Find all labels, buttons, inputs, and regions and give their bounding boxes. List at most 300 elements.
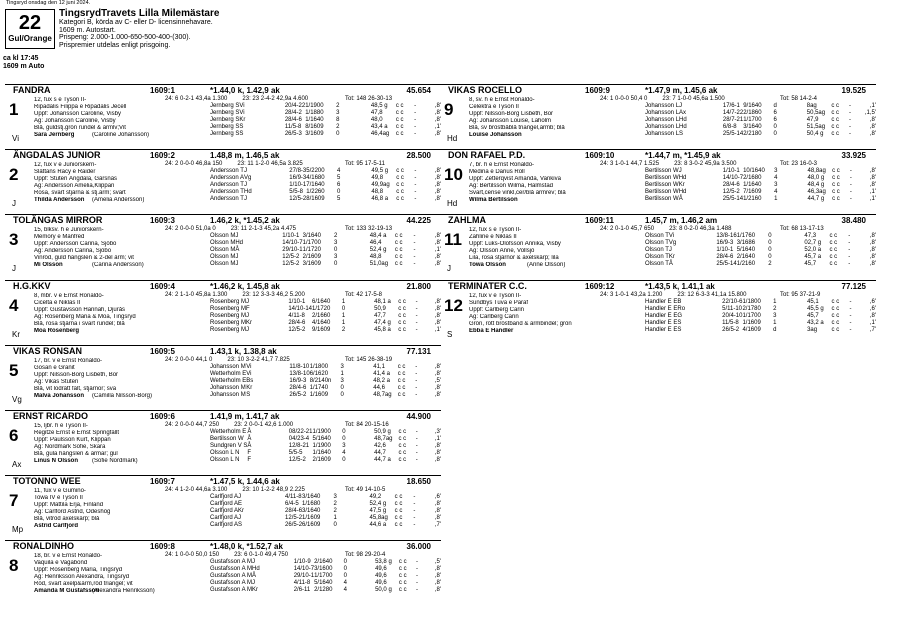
info-line: 12, fux v e Juniorskern- — [34, 162, 97, 169]
start-cell: Olsson M — [210, 233, 236, 240]
best-times: *1.47,5 k, 1.44,6 ak — [210, 477, 280, 487]
start-cell: - — [413, 501, 416, 508]
start-cell: Kr — [246, 384, 253, 391]
start-cell: c c — [829, 233, 838, 240]
start-number: 2 — [9, 165, 19, 185]
start-cell: 46,4 — [369, 240, 382, 247]
horse-card — [5, 540, 441, 608]
prize-money: 21.800 — [406, 281, 431, 291]
start-cell: 0 — [333, 522, 337, 529]
start-cell: 1/10-1 — [289, 182, 307, 189]
home-track: J — [12, 264, 16, 274]
start-cell: 29/10-1 — [282, 247, 303, 254]
start-cell: ,8' — [434, 305, 441, 312]
start-row — [210, 247, 441, 254]
best-times: 1.41,9 m, 1.41,7 ak — [210, 412, 280, 421]
driver-name: Towa Olsson — [469, 262, 506, 269]
start-cell: Rosenberg M — [210, 305, 247, 312]
start-cell: 52,0 a — [804, 247, 822, 254]
start-cell: Kr — [246, 319, 253, 326]
start-cell: ,8' — [434, 117, 441, 123]
start-cell: - — [415, 436, 418, 442]
info-line: Äg: Rosenberg Maria & Moa, Tingsryd — [34, 313, 136, 320]
start-cell: Jernberg S — [210, 110, 240, 116]
start-cell: 28/4-6 — [285, 508, 303, 515]
start-cell: ,8' — [434, 168, 441, 175]
home-track: Ax — [12, 460, 22, 469]
start-time-block — [3, 55, 44, 70]
start-cell: c c — [831, 131, 839, 137]
start-cell: S — [679, 131, 684, 137]
trainer-name: (Alexandra Henriksson) — [92, 588, 155, 595]
start-cell: 3/1640 — [743, 124, 762, 130]
start-row — [210, 168, 441, 175]
start-cell: Rosenberg M — [210, 312, 247, 319]
home-track: Vi — [12, 134, 19, 143]
trainer-name: (Caroline Johansson) — [92, 132, 150, 138]
start-cell: 3 — [333, 494, 337, 501]
start-number: 4 — [9, 295, 19, 315]
start-cell: ,1' — [434, 124, 441, 130]
start-cell: c c — [831, 326, 840, 333]
start-cell: ,8' — [434, 110, 441, 116]
start-cell: ,8' — [434, 240, 441, 247]
start-cell: Rosenberg M — [210, 326, 247, 333]
start-cell: - — [848, 261, 851, 268]
start-cell: ,8' — [869, 254, 876, 261]
start-row — [210, 371, 441, 378]
start-cell: Kr — [252, 587, 259, 594]
start-cell: 12/5-2 — [288, 457, 306, 463]
start-cell: 13/8-16 — [716, 233, 737, 240]
start-cell: Olsson T — [645, 254, 669, 261]
start-cell: - — [849, 168, 852, 175]
start-cell: 25/5-14 — [722, 131, 744, 137]
start-cell: - — [413, 494, 416, 501]
start-cell: ,1,5' — [864, 110, 876, 116]
info-line: 7, br. h e Ernst Ronaldo- — [469, 162, 535, 169]
start-cell: c c — [829, 240, 838, 247]
start-cell: 4/1609 — [742, 326, 761, 333]
start-cell: 50,9 g — [374, 429, 391, 435]
info-line: Äg: Johansson Louise, Laholm — [469, 118, 552, 124]
start-cell: Vi — [668, 233, 675, 240]
start-cell: 1/1640 — [743, 182, 762, 189]
driver-line — [34, 197, 209, 204]
start-cell: Hd — [678, 189, 687, 196]
start-cell: 12/5-2 — [282, 254, 300, 261]
start-cell: 1/1609 — [742, 319, 761, 326]
horse-info — [469, 97, 644, 139]
start-cell: 53,8 g — [375, 559, 392, 566]
start-cell: - — [849, 326, 852, 333]
start-cell: 1/1609 — [309, 391, 329, 398]
recent-starts — [645, 103, 876, 138]
start-cell: c c — [397, 377, 406, 384]
start-cell: B — [677, 298, 682, 305]
start-cell: Johansson L — [645, 124, 680, 130]
horse-card — [5, 280, 441, 348]
start-cell: - — [414, 189, 417, 196]
start-cell: S — [238, 522, 243, 529]
start-cell: Gustafsson A M — [210, 566, 253, 573]
start-cell: 0 — [336, 131, 340, 137]
start-cell: 1/1800 — [742, 298, 761, 305]
start-cell: 3/1609 — [305, 131, 324, 137]
start-cell: 45,8 a — [374, 326, 391, 333]
stats-2024: 24: 2 0-0-0 44,1 0 — [165, 356, 213, 363]
home-track: Kr — [12, 329, 20, 339]
start-cell: 28/4-2 — [284, 110, 302, 116]
start-cell: 2 — [333, 233, 338, 240]
horse-name: TOTONNO WEE — [13, 476, 81, 487]
recent-starts — [210, 364, 441, 399]
start-cell: 1/2160 — [736, 261, 756, 268]
start-row — [210, 233, 441, 240]
info-line: Uppf: Rosenberg Maria, Tingsryd — [34, 567, 123, 574]
info-line: Ripadalis Filippa e Ripadalis Jecell — [34, 104, 127, 110]
start-cell: - — [849, 319, 852, 326]
stats-2024: 24: 3 1-0-1 43,2a 1.200 — [600, 291, 663, 298]
start-distance: 1609:4 — [150, 281, 175, 291]
start-cell: J — [679, 103, 683, 109]
start-cell: 28/4-6 — [716, 254, 734, 261]
start-row — [210, 320, 441, 327]
start-cell: Å — [247, 429, 252, 435]
driver-name: Malva Johansson — [34, 392, 85, 399]
start-row — [645, 182, 876, 189]
start-cell: 45,8ag — [369, 515, 388, 522]
start-cell: - — [849, 196, 852, 203]
start-cell: 25/5-14 — [716, 261, 737, 268]
start-cell: ,5' — [434, 559, 441, 566]
driver-line — [34, 458, 209, 465]
driver-line — [469, 328, 644, 335]
start-cell: 22/10-6 — [722, 298, 743, 305]
horse-name: ERNST RICARDO — [13, 411, 89, 421]
info-line: 15, blksv. h e Juniorskern- — [34, 227, 104, 234]
start-distance: 1609:10 — [585, 151, 615, 161]
start-cell: c c — [831, 319, 840, 326]
start-cell: c c — [398, 450, 407, 456]
info-line: Röd, svart axelp&ärm,röd triangel; vit — [34, 581, 133, 588]
start-cell: S — [239, 124, 244, 130]
start-cell: 42,6 — [374, 443, 386, 449]
info-line: 12, fux v e Tyson II- — [469, 292, 522, 299]
start-cell: ,8' — [434, 457, 441, 463]
start-row — [645, 196, 876, 203]
info-line: Uppf: Johansson Caroline, Visby — [34, 111, 121, 117]
trainer-name: (Camilla Nilsson-Borg) — [92, 392, 153, 399]
start-cell: 45,5 g — [807, 305, 824, 312]
start-cell: - — [416, 566, 419, 573]
start-cell: - — [849, 131, 852, 137]
horse-name: FANDRA — [13, 85, 51, 95]
start-cell: 0 — [768, 233, 772, 240]
info-line: 12, fux s e Tyson II- — [34, 97, 87, 103]
start-cell: S — [677, 326, 682, 333]
race-detail: Prispremier utdelas enligt prisgoing. — [59, 41, 171, 49]
start-cell: c c — [831, 103, 839, 109]
start-cell: 4 — [774, 189, 778, 196]
start-distance: 1609:8 — [150, 542, 175, 552]
start-cell: 5/5-5 — [288, 450, 303, 456]
driver-line — [34, 132, 209, 139]
start-cell: Handler E E — [645, 298, 678, 305]
start-cell: 25/5-14 — [722, 196, 744, 203]
race-detail: Prispeng: 2.000-1.000-650-500-400-(300). — [59, 34, 191, 42]
start-distance: 1609:2 — [150, 151, 175, 161]
start-cell: 41,4 a — [373, 370, 390, 377]
start-cell: 26/5-2 — [289, 391, 307, 398]
start-cell: - — [416, 559, 419, 566]
start-cell: Kr — [668, 254, 675, 261]
info-line: Vinröd, guld hängslen & 2-del ärm; vit — [34, 255, 134, 262]
start-cell: 1/2260 — [306, 189, 325, 196]
total-stats: Tot: 23 16-0-3 — [780, 161, 818, 168]
start-cell: c c — [398, 436, 407, 442]
start-row — [210, 110, 441, 117]
start-cell: 1/1900 — [312, 429, 331, 435]
start-cell: Carlfjord A — [210, 522, 239, 529]
home-track: J — [447, 264, 451, 274]
start-cell: ,8' — [434, 319, 441, 326]
horse-info — [34, 227, 209, 269]
stats-2023: 23: 10 3-2-2 41,7 7.825 — [227, 356, 290, 363]
home-track: Hd — [447, 134, 458, 143]
horse-info — [34, 553, 209, 595]
start-cell: - — [413, 254, 416, 261]
start-cell: - — [415, 443, 418, 449]
start-number: 1 — [9, 100, 19, 119]
start-cell: c c — [829, 247, 838, 254]
horse-name: TERMINATER C.C. — [448, 280, 527, 291]
start-cell: Rosenberg M — [210, 298, 247, 305]
start-cell: 0 — [333, 247, 338, 254]
start-cell: ,8' — [434, 580, 441, 587]
start-cell: J — [668, 247, 672, 254]
start-cell: Rosenberg M — [210, 319, 247, 326]
info-line: Lila, rosa stjärnor & axelskärp; lila — [469, 255, 559, 262]
start-cell: 1/1900 — [312, 443, 331, 449]
start-cell: 4 — [342, 450, 346, 456]
info-line: Uppf: Nilsson-Borg Lisbeth, Bor — [34, 371, 119, 378]
horse-name: VIKAS ROCELLO — [448, 85, 523, 95]
start-cell: 48,4 g — [807, 182, 825, 189]
start-cell: 10/1640 — [743, 168, 765, 175]
start-row — [645, 299, 876, 306]
start-cell: 12/5-2 — [285, 515, 303, 522]
start-cell: c c — [831, 298, 840, 305]
prize-money: 18.650 — [406, 477, 431, 487]
start-cell: 44,6 — [373, 384, 385, 391]
start-cell: 1/1880 — [305, 110, 324, 116]
start-cell: S — [246, 391, 251, 398]
start-number: 7 — [9, 491, 19, 511]
start-cell: Gustafsson A M — [210, 587, 253, 594]
start-cell: - — [413, 247, 416, 254]
info-line: Memory e Manfred — [34, 234, 85, 241]
start-distance: 1609:6 — [150, 412, 175, 421]
info-line: Blå, sv bröstbåblå triangel,ärmb; blå — [469, 125, 565, 131]
start-cell: ,7' — [869, 326, 876, 333]
start-distance: 1609:12 — [585, 281, 615, 291]
start-cell: ,8' — [434, 131, 441, 137]
start-cell: Bertilsson W — [210, 436, 244, 442]
best-times: *1.47,9 m, 1.45,6 ak — [645, 86, 718, 95]
start-row — [210, 457, 441, 464]
start-cell: Handler E E — [645, 305, 678, 312]
start-cell: ,6' — [434, 494, 441, 501]
stats-2024: 24: 1 0-0-0 50,4 0 — [600, 96, 648, 102]
start-cell: 4 — [343, 580, 347, 587]
prize-money: 28.500 — [406, 151, 431, 161]
start-cell: Johansson M — [210, 363, 246, 370]
start-cell: 47,7 — [374, 312, 386, 319]
start-distance: 1609:3 — [150, 216, 175, 226]
race-title-block — [59, 8, 219, 49]
race-detail: Kategori B, körda av C- eller D- licensinnehavare. — [59, 19, 213, 26]
start-cell: J — [678, 168, 682, 175]
horse-card — [5, 345, 441, 413]
start-row — [210, 189, 441, 196]
start-cell: c c — [395, 103, 404, 109]
start-row — [210, 494, 441, 501]
start-cell: - — [415, 384, 418, 391]
start-distance: 1609:9 — [585, 86, 610, 95]
info-line: Vaquila e Vagabond — [34, 560, 88, 567]
start-cell: 43,2 a — [807, 319, 824, 326]
start-cell: 3 — [333, 240, 338, 247]
start-cell: 3 — [773, 312, 777, 319]
start-cell: 5 — [337, 175, 341, 182]
start-cell: ,8' — [434, 587, 441, 594]
driver-name: Wilma Bertilsson — [469, 197, 518, 204]
start-cell: Bertilsson W — [645, 182, 679, 189]
start-cell: 9/1640 — [743, 103, 762, 109]
total-stats: Tot: 95 37-21-9 — [780, 291, 821, 298]
start-cell: 3/1600 — [314, 566, 333, 573]
start-cell: c c — [398, 559, 407, 566]
start-cell: 2/1680 — [743, 175, 762, 182]
horse-card — [440, 84, 876, 152]
start-cell: 1/1680 — [302, 501, 321, 508]
start-cell: 16/9-3 — [289, 377, 307, 384]
start-cell: J — [235, 261, 239, 268]
driver-line — [469, 197, 644, 204]
home-track: Vg — [12, 394, 22, 404]
start-cell: 1 — [341, 319, 346, 326]
prize-money: 44.900 — [406, 412, 431, 421]
start-cell: 1/10-1 — [716, 247, 734, 254]
start-cell: - — [415, 319, 418, 326]
start-cell: 2/1280 — [314, 587, 333, 594]
start-cell: ,1' — [869, 189, 876, 196]
start-cell: Vg — [244, 175, 252, 182]
total-stats: Tot: 68 13-17-13 — [780, 226, 824, 233]
start-cell: F — [246, 305, 250, 312]
start-cell: c c — [398, 326, 406, 333]
start-cell: - — [849, 103, 852, 109]
start-cell: 26/5-2 — [285, 522, 303, 529]
start-cell: 4/11-8 — [288, 312, 305, 319]
start-cell: J — [252, 580, 256, 587]
start-row — [210, 515, 441, 522]
info-line: Uppf: Andersson Carina, Sjöbo — [34, 241, 117, 248]
stats-2024: 24: 2 0-1-0 45,7 650 — [600, 226, 655, 233]
race-number-box — [5, 9, 55, 49]
recent-starts — [210, 429, 441, 464]
info-line: Medina e Darius Roll — [469, 169, 525, 176]
start-cell: c c — [832, 196, 840, 203]
start-cell: 1/1700 — [743, 117, 762, 123]
start-cell: Vi — [246, 370, 252, 377]
start-cell: c c — [832, 168, 840, 175]
start-cell: 6/1609 — [302, 522, 321, 529]
start-cell: Kr — [678, 182, 685, 189]
start-cell: c c — [398, 457, 407, 463]
start-cell: 0 — [768, 240, 772, 247]
start-cell: - — [415, 363, 418, 370]
start-cell: 49,6 — [375, 573, 387, 580]
stats-2023: 23: 7 1-0-0 45,6a 1.500 — [662, 96, 725, 102]
recent-starts — [645, 299, 876, 334]
start-row — [210, 240, 441, 247]
start-cell: - — [414, 175, 417, 182]
start-cell: - — [413, 261, 416, 268]
start-cell: 3/1686 — [736, 240, 756, 247]
start-cell: 45,7 a — [804, 254, 822, 261]
start-cell: 48,7ag — [374, 436, 393, 442]
start-cell: d — [773, 103, 777, 109]
info-line: Äg: Vikas Stuteri — [34, 378, 79, 385]
horse-card — [5, 410, 441, 478]
start-cell: 1 — [341, 298, 346, 305]
start-row — [645, 247, 876, 254]
start-cell: 51,5ag — [806, 124, 826, 130]
start-cell: J — [246, 298, 250, 305]
start-cell: 0 — [773, 131, 777, 137]
start-cell: 1 — [774, 196, 778, 203]
start-cell: c c — [394, 508, 403, 515]
start-cell: Olsson M — [210, 254, 236, 261]
race-detail: 1609 m. Autostart. — [59, 26, 116, 34]
start-cell: ,8' — [434, 450, 441, 456]
start-cell: 0 — [343, 559, 347, 566]
recent-starts — [210, 494, 441, 529]
start-cell: 50,9 — [374, 305, 386, 312]
start-cell: 48,8 — [371, 189, 384, 196]
start-info: 1609 m Auto — [3, 62, 45, 70]
start-cell: c c — [398, 573, 407, 580]
total-stats: Tot: 145 26-38-19 — [345, 356, 393, 363]
total-stats: Tot: 58 14-2-4 — [780, 96, 818, 102]
start-cell: c c — [398, 429, 407, 435]
start-cell: 8/1609 — [305, 124, 324, 130]
start-cell: - — [415, 377, 418, 384]
start-cell: 13/8-10 — [289, 370, 310, 377]
start-cell: 3 — [333, 254, 338, 261]
start-cell: c c — [398, 305, 406, 312]
start-cell: 11/5-8 — [722, 319, 739, 326]
start-cell: ,8' — [434, 312, 441, 319]
info-line: Äg: Henriksson Alexandra, Tingsryd — [34, 574, 130, 581]
start-cell: c c — [831, 110, 839, 116]
start-cell: c c — [831, 312, 840, 319]
start-cell: c c — [831, 124, 839, 130]
start-cell: 28/7-21 — [722, 117, 744, 123]
start-distance: 1609:5 — [150, 346, 175, 356]
